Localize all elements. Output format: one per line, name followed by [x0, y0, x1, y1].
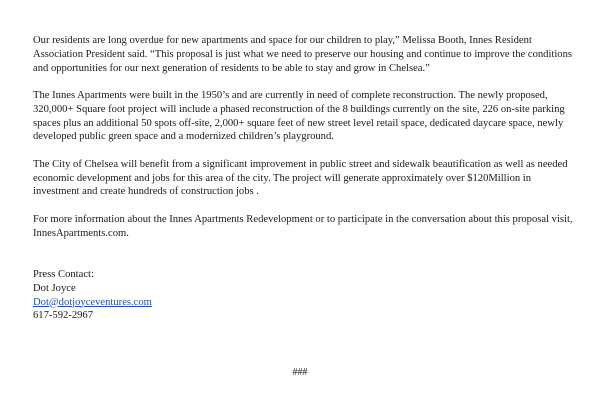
press-contact-block [33, 268, 578, 322]
more-information-paragraph: For more information about the Innes Apartments Redevelopment or to participate in the conversation about this proposal visit, InnesApartments.com. [33, 213, 573, 239]
end-of-release-mark: ### [292, 367, 308, 378]
press-contact-heading: Press Contact: [33, 269, 94, 281]
contact-name: Dot Joyce [33, 282, 76, 294]
contact-email-link[interactable]: Dot@dotjoyceventures.com [33, 296, 152, 308]
project-description-paragraph: The Innes Apartments were built in the 1950’s and are currently in need of complete reconstruction. The newly proposed, 320,000+ Square foot project will include a phased reconstruction of the 8 buildings currently on the site, 226 on-site parking spaces plus an additional 50 spots off-site, 2,000+ square feet of new street level retail space, dedicated daycare space, newly developed public green space and a modernized children’s playground. [33, 89, 565, 143]
press-release-body [33, 34, 578, 323]
contact-email-line [33, 296, 578, 310]
city-benefit-paragraph: The City of Chelsea will benefit from a significant improvement in public street and sidewalk beautification as well as needed economic development and jobs for this area of the city. The project will generate approximately over $120Million in investment and create hundreds of construction jobs . [33, 158, 568, 198]
contact-phone: 617-592-2967 [33, 310, 94, 322]
quote-paragraph: Our residents are long overdue for new apartments and space for our children to play,” Melissa Booth, Innes Resident Association President said. “This proposal is just what we need to preserve our housing and continue to improve the conditions and opportunities for our next generation of residents to be able to stay and grow in Chelsea.” [33, 35, 573, 74]
